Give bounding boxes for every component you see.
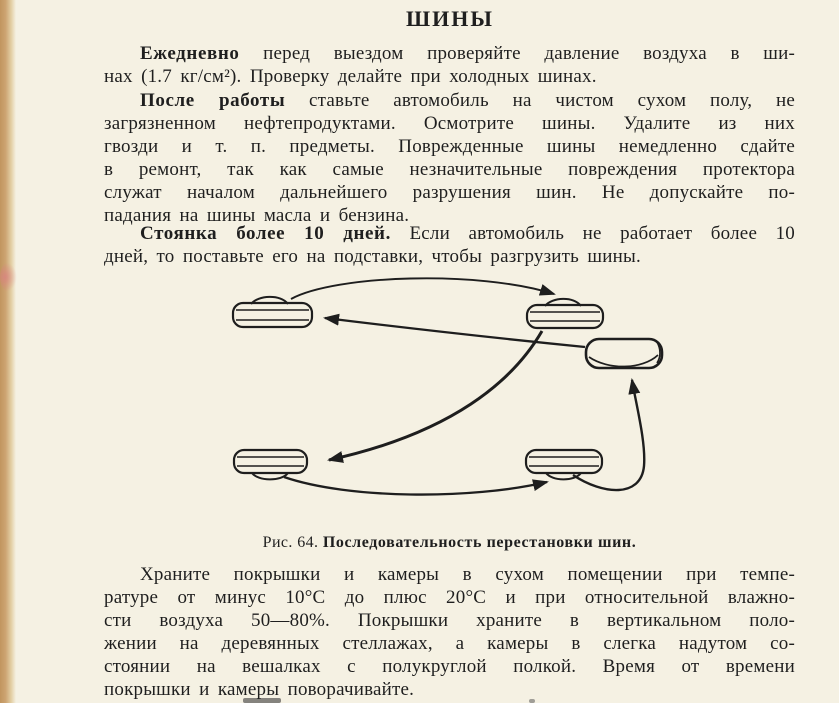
lead-in-after-work: После работы — [140, 90, 286, 111]
text-line: Храните покрышки и камеры в сухом помещении при темпе- — [140, 564, 795, 585]
text-run: Если автомобиль не работает более 10 — [390, 223, 795, 244]
text-run: перед выездом проверяйте давление воздуха в ши- — [239, 43, 795, 64]
figure-caption-text: Последовательность перестановки шин. — [322, 534, 637, 551]
text-run: ставьте автомобиль на чистом сухом полу, не — [285, 90, 795, 111]
lead-in-daily: Ежедневно — [140, 43, 240, 64]
text-line: жении на деревянных стеллажах, а камеры в слегка надутом со- — [104, 633, 795, 654]
text-line: сти воздуха 50—80%. Покрышки храните в вертикальном поло- — [104, 610, 795, 631]
figure-caption — [104, 534, 795, 552]
text-line: загрязненном нефтепродуктами. Осмотрите шины. Удалите из них — [104, 113, 795, 134]
paragraph-storage — [104, 563, 795, 701]
lead-in-parking: Стоянка более 10 дней. — [140, 223, 391, 244]
arrow-rearleft-to-rearright — [284, 477, 547, 495]
tire-spare — [586, 339, 662, 368]
tire-front-left — [233, 297, 312, 327]
text-line: в ремонт, так как самые незначительные повреждения протектора — [104, 159, 795, 180]
figure-number: Рис. 64. — [262, 534, 319, 551]
tire-front-right — [527, 299, 603, 328]
text-line: нах (1.7 кг/см²). Проверку делайте при холодных шинах. — [104, 66, 597, 87]
text-line: ратуре от минус 10°С до плюс 20°С и при относительной влажно- — [104, 587, 795, 608]
arrow-spare-to-frontleft — [325, 318, 585, 347]
rotation-arrows — [284, 278, 644, 494]
text-line: покрышки и камеры поворачивайте. — [104, 679, 415, 700]
text-line: служат началом дальнейшего разрушения шин. Не допускайте по- — [104, 182, 795, 203]
text-line: падания на шины масла и бензина. — [104, 205, 410, 226]
arrow-frontleft-to-frontright — [291, 278, 554, 299]
page-title: ШИНЫ — [406, 6, 494, 31]
text-line: гвозди и т. п. предметы. Поврежденные шины немедленно сдайте — [104, 136, 795, 157]
text-line: стоянии на вешалках с полукруглой полкой. Время от времени — [104, 656, 795, 677]
tire-rear-left — [234, 450, 307, 479]
tire-rear-right — [526, 450, 602, 479]
arrow-frontright-to-rearleft — [329, 331, 542, 460]
text-line: дней, то поставьте его на подставки, чтобы разгрузить шины. — [104, 246, 641, 267]
